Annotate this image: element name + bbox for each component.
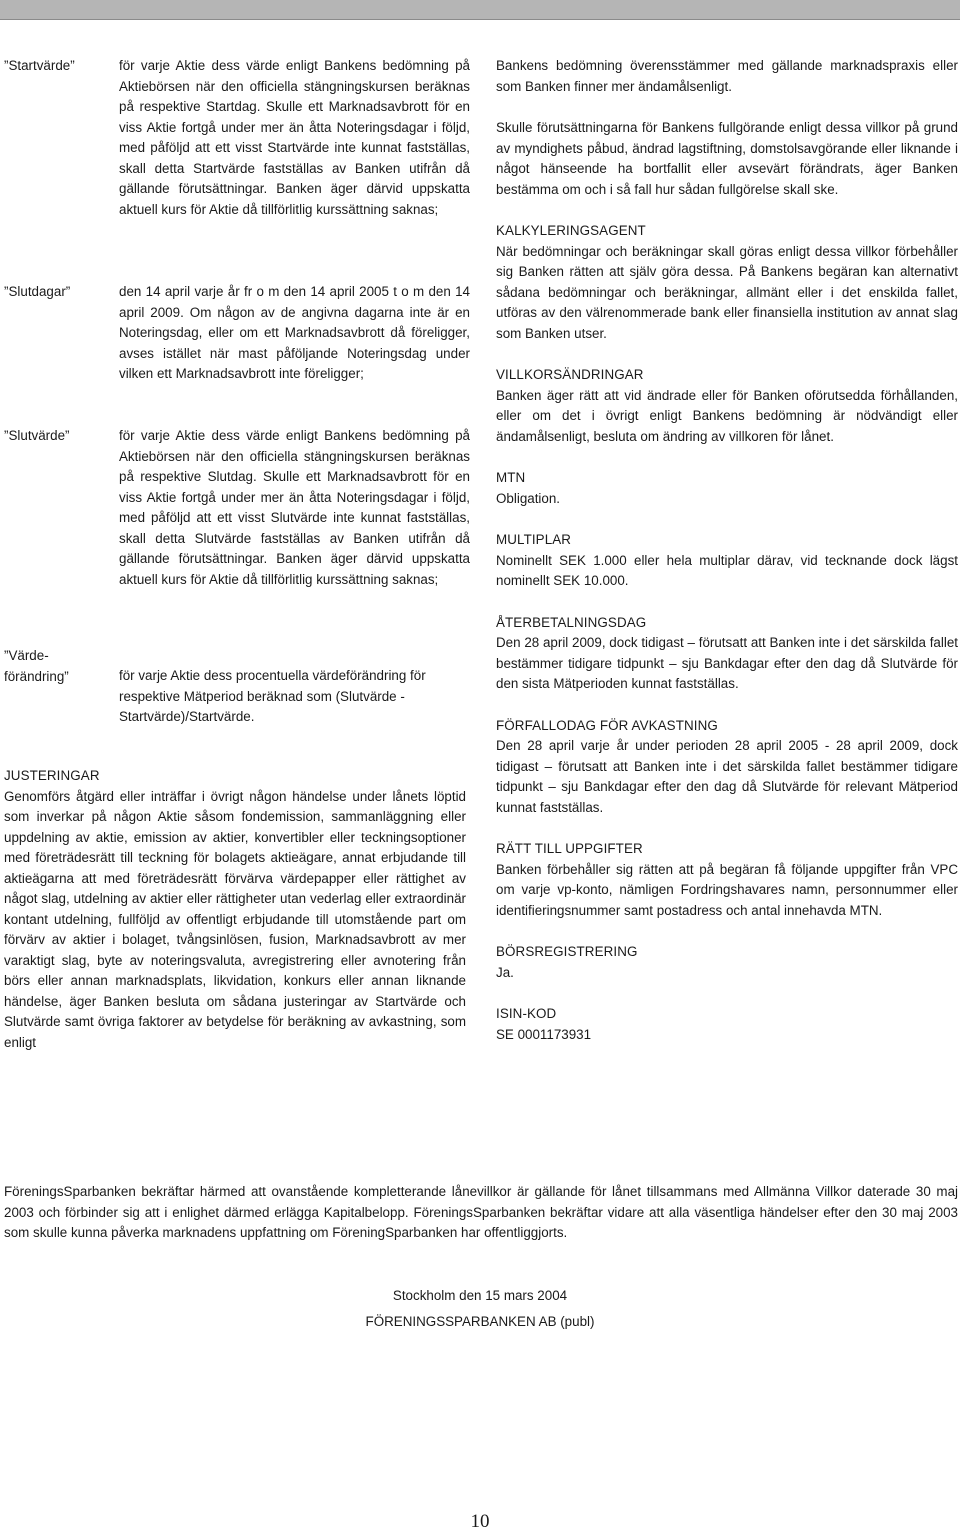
definition-text: för varje Aktie dess värde enligt Bankens bedömning på Aktiebörsen när den officiella stängningskursen beräknas på respektive Startdag. Skulle ett Marknadsavbrott för en viss Aktie fortgå under mer än åtta Noteringsdagar i följd, med påföljd att ett visst Startvärde inte kunnat fastställas, skall detta Startvärde fastställas av Banken utifrån då gällande förutsättningar. Banken äger därvid uppskatta aktuell kurs för Aktie då tillförlitlig kurssättning saknas; [119,58,470,217]
intro-paragraph-2 [496,118,958,200]
definition-vardeforandring [4,646,470,728]
section-heading: RÄTT TILL UPPGIFTER [496,841,643,856]
section-borsregistrering [496,942,958,983]
section-text: Den 28 april 2009, dock tidigast – förutsatt att Banken inte i det särskilda fallet bestämmer tidigare tidpunkt – sju Bankdagar efter den dag då Slutvärde för den sista Mätperioden kunnat fastställas. [496,635,958,691]
section-text: Genomförs åtgärd eller inträffar i övrigt någon händelse under lånets löptid som inverkar på någon Aktie såsom fondemission, sammanläggning eller uppdelning av aktie, emission av aktier, konvertibler eller teckningsoptioner med företrädesrätt till teckning för bolagets aktieägare, annat erbjudande till aktieägarna att med företrädesrätt förvärva värdepapper eller rättighet av något slag, utdelning av aktier eller rättigheter utan vederlag eller extraordinär kontant utdelning, fullföljd av offentligt erbjudande till utomstående part om förvärv av aktier i bolaget, tvångsinlösen, fusion, Marknadsavbrott av mer varaktigt slag, byte av noteringsvaluta, avregistrering eller avnotering från börs eller annan marknadsplats, likvidation, konkurs eller annan liknande händelse, äger Banken besluta om sådana justeringar av Startvärde och Slutvärde samt övriga faktorer av betydelse för beräkning av avkastning, som enligt [4,788,466,1050]
section-text: Obligation. [496,490,561,506]
definition-term: ”Slutvärde” [4,428,70,443]
definition-text: för varje Aktie dess värde enligt Bankens bedömning på Aktiebörsen när den officiella stängningskursen beräknas på respektive Slutdag. Skulle ett Marknadsavbrott för en viss Aktie fortgå under mer än åtta Noteringsdagar i följd, med påföljd att ett visst Slutvärde inte kunnat fastställas, skall detta Slutvärde fastställas av Banken utifrån då gällande förutsättningar. Banken äger därvid uppskatta aktuell kurs för Aktie då tillförlitlig kurssättning saknas; [119,428,470,587]
definition-term: ”Startvärde” [4,58,75,73]
paragraph-text: Skulle förutsättningarna för Bankens fullgörande enligt dessa villkor på grund av myndighets påbud, ändrad lagstiftning, domstolsavgörande eller liknande i något hänseende ha bortfallit eller avsevärt förändrats, äger Banken bestämma om och i så fall hur sådan fullgörelse skall ske. [496,120,958,197]
section-text: Ja. [496,964,514,980]
page-number: 10 [470,1511,490,1532]
section-heading: VILLKORSÄNDRINGAR [496,367,644,382]
section-aterbetalningsdag [496,613,958,695]
section-text: Nominellt SEK 1.000 eller hela multiplar därav, vid tecknande dock lägst nominellt SEK 10.000. [496,552,958,588]
signatory: FÖRENINGSSPARBANKEN AB (publ) [365,1314,595,1329]
definition-text: för varje Aktie dess procentuella värdeförändring för respektive Mätperiod beräknad som (Slutvärde - Startvärde)/Startvärde. [119,668,426,724]
section-heading: KALKYLERINGSAGENT [496,223,646,238]
section-text: Den 28 april varje år under perioden 28 april 2005 - 28 april 2009, dock tidigast – förutsatt att Banken inte i det särskilda fallet bestämmer tidigare tidpunkt – sju Bankdagar efter den dag då Slutvärde för relevant Mätperiod kunnat fastställas. [496,738,958,815]
definition-term: ”Värde- förändring” [4,648,69,684]
intro-paragraph [496,56,958,97]
section-villkorsandringar [496,365,958,447]
definition-slutdagar [4,282,470,385]
section-heading: MTN [496,470,526,485]
section-justeringar [4,766,466,1053]
header-rule [0,19,960,20]
section-text: Banken förbehåller sig rätten att på begäran få följande uppgifter från VPC om varje vp-konto, nämligen Fordringshavares namn, personnummer eller identifieringsnummer samt postadress och antal innehavda MTN. [496,861,958,918]
definition-slutvarde [4,426,470,590]
section-multiplar [496,530,958,592]
section-heading: ÅTERBETALNINGSDAG [496,614,647,630]
section-ratt-till-uppgifter [496,839,958,921]
section-heading: FÖRFALLODAG FÖR AVKASTNING [496,717,718,733]
section-text: SE 0001173931 [496,1026,592,1042]
section-heading: BÖRSREGISTRERING [496,944,638,959]
definition-term: ”Slutdagar” [4,284,71,299]
section-heading: MULTIPLAR [496,532,572,547]
section-mtn [496,468,958,509]
definition-startvarde [4,56,470,220]
page-header-bar [0,0,960,20]
section-heading: ISIN-KOD [496,1006,557,1021]
section-kalkyleringsagent [496,221,958,344]
section-isin-kod [496,1004,958,1045]
section-text: När bedömningar och beräkningar skall göras enligt dessa villkor förbehåller sig Banken rätten att själv göra dessa. På Bankens begäran kan alternativt sådana bedömningar och beräkningar, allmänt eller i det enskilda fallet, utföras av den välrenommerade bank eller finansiella institution av annat slag som Banken utser. [496,243,958,341]
section-forfallodag [496,716,958,819]
confirmation-paragraph: FöreningsSparbanken bekräftar härmed att ovanstående kompletterande lånevillkor är gällande för lånet tillsammans med Allmänna Villkor daterade 30 maj 2003 och förbinder sig att i enlighet därmed erlägga Kapitalbelopp. FöreningsSparbanken bekräftar vidare att alla väsentliga händelser efter den 30 maj 2003 som skulle kunna påverka marknadens uppfattning om FöreningSparbanken har offentliggjorts. [4,1184,958,1240]
paragraph-text: Bankens bedömning överensstämmer med gällande marknadspraxis eller som Banken finner mer ändamålsenligt. [496,58,958,94]
definition-text: den 14 april varje år fr o m den 14 april 2005 t o m den 14 april 2009. Om någon av de angivna dagarna inte är en Noteringsdag, eller om ett Marknadsavbrott då föreligger, avses istället när mast påföljande Noteringsdag under vilken ett Marknadsavbrott inte föreligger; [119,284,470,381]
section-heading: JUSTERINGAR [4,768,100,783]
place-date: Stockholm den 15 mars 2004 [392,1288,568,1303]
section-text: Banken äger rätt att vid ändrade eller för Banken oförutsedda förhållanden, eller om det i övrigt enligt Bankens bedömning är nödvändigt eller ändamålsenligt, besluta om ändring av villkoren för lånet. [496,387,958,444]
right-column [496,56,958,1066]
